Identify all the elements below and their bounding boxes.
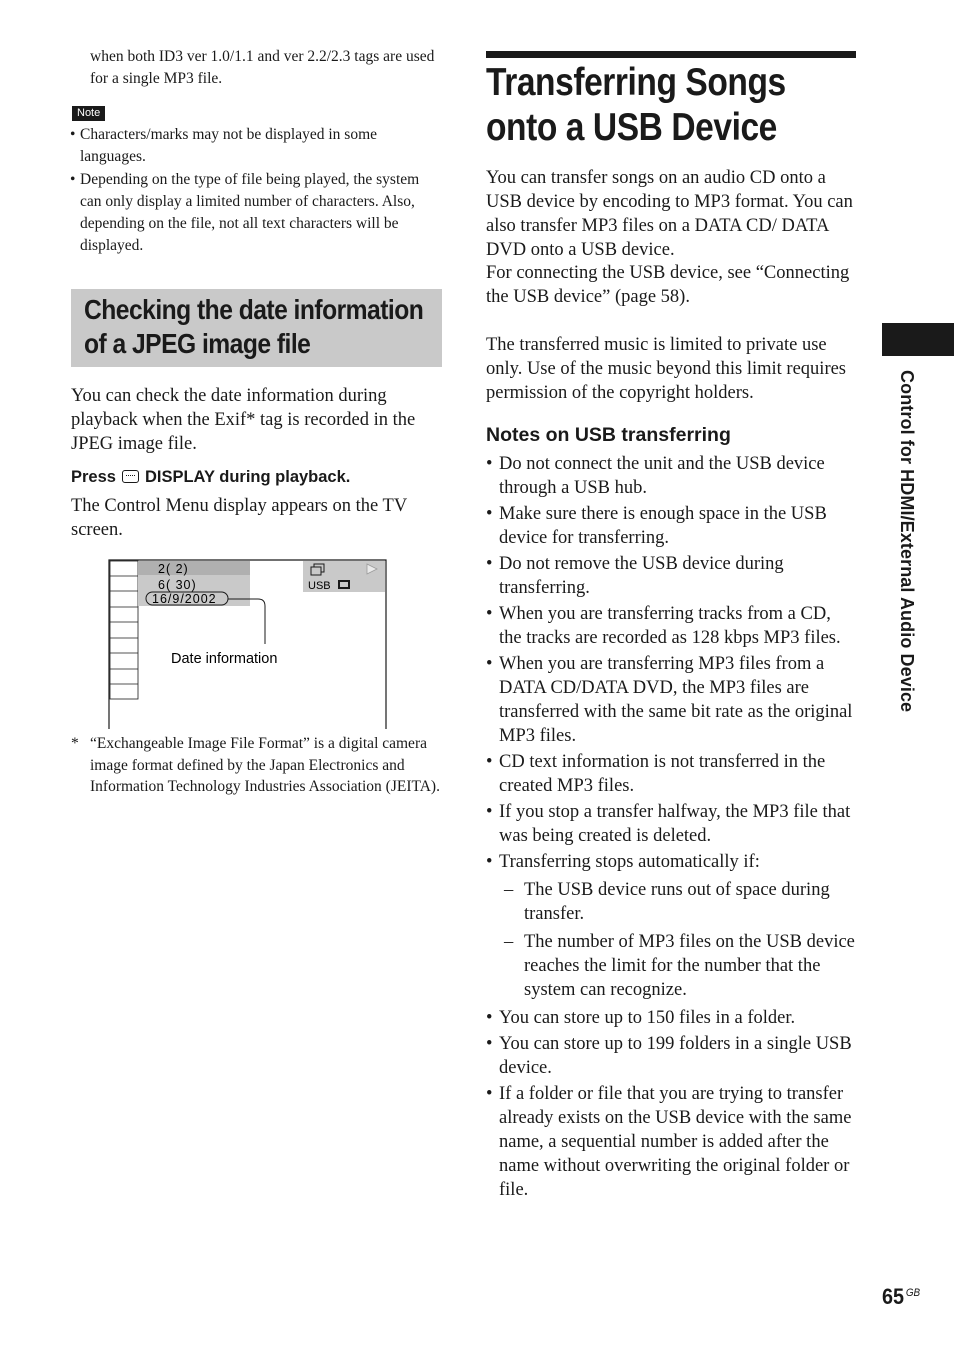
display-button-icon: [122, 470, 139, 483]
intro-paragraph: You can transfer songs on an audio CD onto a USB device by encoding to MP3 format. You can also transfer MP3 files on a DATA CD/ DATA DVD onto a USB device.: [486, 168, 853, 260]
chapter-tab-label: Control for HDMI/External Audio Device: [897, 370, 917, 713]
menu-icon-column: [110, 561, 138, 699]
press-prefix: Press: [71, 468, 116, 486]
note-item: • Depending on the type of file being played, the system can only display a limited number of characters. Also, depending on the file, not all text characters will be displayed.: [70, 169, 435, 257]
control-menu-figure: [108, 559, 390, 731]
title-rule: [486, 51, 856, 58]
date-text: 16/9/2002: [152, 592, 217, 606]
note-item: • Characters/marks may not be displayed in some languages.: [70, 124, 435, 168]
press-instruction: [71, 468, 350, 487]
track-line-2: 6( 30): [158, 578, 197, 592]
usb-label: USB: [308, 580, 331, 592]
notes-heading: Notes on USB transferring: [486, 424, 731, 446]
media-icon: [338, 580, 350, 589]
section-title: Checking the date information of a JPEG image file: [84, 294, 424, 359]
section-paragraph: You can check the date information during playback when the Exif* tag is recorded in the JPEG image file.: [71, 386, 416, 454]
result-paragraph: The Control Menu display appears on the TV screen.: [71, 496, 407, 540]
list-item: • Make sure there is enough space in the USB device for transferring.: [486, 502, 858, 550]
callout-label: Date information: [171, 651, 278, 667]
list-item: • CD text information is not transferred in the created MP3 files.: [486, 750, 858, 798]
page-number: [882, 1284, 920, 1310]
list-item: • If a folder or file that you are trying to transfer already exists on the USB device with the same name, a sequential number is added after the name without overwriting the original folder or file.: [486, 1082, 858, 1202]
list-item: • Do not remove the USB device during transferring.: [486, 552, 858, 600]
notes-list: [486, 452, 858, 1204]
track-line-1: 2( 2): [158, 562, 189, 576]
footnote-text: “Exchangeable Image File Format” is a digital camera image format defined by the Japan Electronics and Information Technology Industries Association (JEITA).: [90, 735, 440, 795]
list-item: • When you are transferring tracks from a CD, the tracks are recorded as 128 kbps MP3 files.: [486, 602, 858, 650]
list-item: • You can store up to 199 folders in a single USB device.: [486, 1032, 858, 1080]
sub-list-item: – The USB device runs out of space during transfer.: [486, 878, 858, 926]
connecting-paragraph: For connecting the USB device, see “Connecting the USB device” (page 58).: [486, 263, 850, 307]
copyright-paragraph: The transferred music is limited to private use only. Use of the music beyond this limit requires permission of the copyright holders.: [486, 335, 847, 403]
chapter-tab: [893, 370, 917, 754]
footnote-marker: *: [71, 735, 79, 752]
chapter-tab-marker: [882, 323, 954, 356]
note-badge: Note: [72, 106, 105, 121]
press-suffix: DISPLAY during playback.: [144, 468, 351, 486]
list-item: • Do not connect the unit and the USB device through a USB hub.: [486, 452, 858, 500]
info-band-top: [138, 561, 250, 575]
sub-list-item: – The number of MP3 files on the USB device reaches the limit for the number that the system can recognize.: [486, 930, 858, 1002]
list-item: • If you stop a transfer halfway, the MP3 file that was being created is deleted.: [486, 800, 858, 848]
list-item: • When you are transferring MP3 files from a DATA CD/DATA DVD, the MP3 files are transferred with the same bit rate as the original MP3 files.: [486, 652, 858, 748]
note-list: [70, 124, 435, 258]
page-title: Transferring Songs onto a USB Device: [486, 61, 786, 149]
list-item: • You can store up to 150 files in a folder.: [486, 1006, 858, 1030]
list-item: • Transferring stops automatically if:: [486, 850, 858, 874]
page-number-value: 65: [882, 1284, 905, 1309]
intro-continuation: when both ID3 ver 1.0/1.1 and ver 2.2/2.3 tags are used for a single MP3 file.: [90, 48, 435, 87]
page-number-suffix: GB: [905, 1287, 921, 1299]
